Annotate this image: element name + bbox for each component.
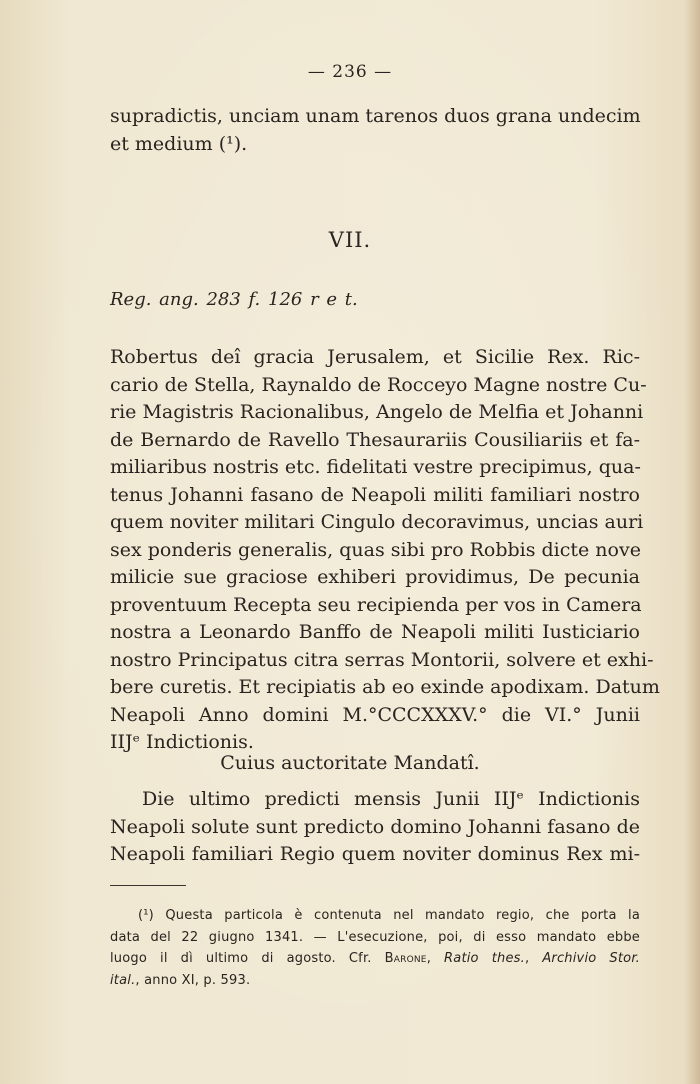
text-line: Robertus deî gracia Jerusalem, et Sicilie Rex. Ric- <box>110 346 640 368</box>
subheading: Cuius auctoritate Mandatî. <box>220 752 480 774</box>
text-line: IIJᵉ Indictionis. <box>110 731 254 753</box>
text-line: milicie sue graciose exhiberi providimus, De pecunia <box>110 566 640 588</box>
footnote-separator <box>110 885 186 886</box>
footnote <box>110 905 640 991</box>
section-title: VII. <box>328 228 372 252</box>
footnote-line <box>110 905 640 927</box>
citation-author: Barone <box>384 951 427 966</box>
footnote-line <box>110 970 640 992</box>
text-line: supradictis, unciam unam tarenos duos grana undecim <box>110 105 641 127</box>
text-line: miliaribus nostris etc. fidelitati vestre precipimus, qua- <box>110 456 641 478</box>
text-line: nostro Principatus citra serras Montorii, solvere et exhi- <box>110 648 654 671</box>
text-line: proventuum Recepta seu recipienda per vos in Camera <box>110 593 642 616</box>
footnote-text: , <box>426 951 445 966</box>
text-line: rie Magistris Racionalibus, Angelo de Melfia et Johanni <box>110 401 644 423</box>
intro-paragraph <box>110 103 640 158</box>
text-line: et medium (¹). <box>110 132 248 155</box>
citation-work: Ratio thes. <box>444 951 525 966</box>
register-reference: Reg. ang. 283 f. 126 r e t. <box>110 289 358 310</box>
citation-journal: Archivio Stor. <box>542 951 641 966</box>
footnote-line: data del 22 giugno 1341. — L'esecuzione, poi, di esso mandato ebbe <box>110 929 640 945</box>
footnote-line <box>110 948 640 970</box>
citation-journal: ital. <box>110 972 136 988</box>
page-gutter-shadow <box>684 0 700 1084</box>
closing-paragraph <box>110 786 640 869</box>
text-line: bere curetis. Et recipiatis ab eo exinde apodixam. Datum <box>110 676 660 698</box>
text-line: tenus Johanni fasano de Neapoli militi familiari nostro <box>110 483 640 506</box>
text-line: Neapoli Anno domini M.°CCCXXXV.° die VI.° Junii <box>110 703 640 726</box>
text-line: Neapoli solute sunt predicto domino Johanni fasano de <box>110 815 640 838</box>
footnote-marker: (¹) <box>138 908 154 923</box>
text-line: cario de Stella, Raynaldo de Rocceyo Magne nostre Cu- <box>110 373 647 396</box>
text-line: Die ultimo predicti mensis Junii IIJᵉ Indictionis <box>142 788 640 810</box>
page-number: — 236 — <box>307 62 393 82</box>
text-line: sex ponderis generalis, quas sibi pro Robbis dicte nove <box>110 538 641 561</box>
footnote-text: Questa particola è contenuta nel mandato regio, che porta la <box>165 908 640 923</box>
footnote-text: , anno XI, p. 593. <box>135 972 251 988</box>
document-transcription <box>110 344 660 757</box>
footnote-text: luogo il dì ultimo di agosto. Cfr. <box>110 951 385 966</box>
text-line: de Bernardo de Ravello Thesaurariis Cousiliariis et fa- <box>110 428 640 451</box>
footnote-text: , <box>524 951 543 966</box>
text-line: quem noviter militari Cingulo decoravimus, uncias auri <box>110 511 644 533</box>
text-line: nostra a Leonardo Banffo de Neapoli militi Iusticiario <box>110 621 640 643</box>
text-line: Neapoli familiari Regio quem noviter dominus Rex mi- <box>110 843 640 865</box>
